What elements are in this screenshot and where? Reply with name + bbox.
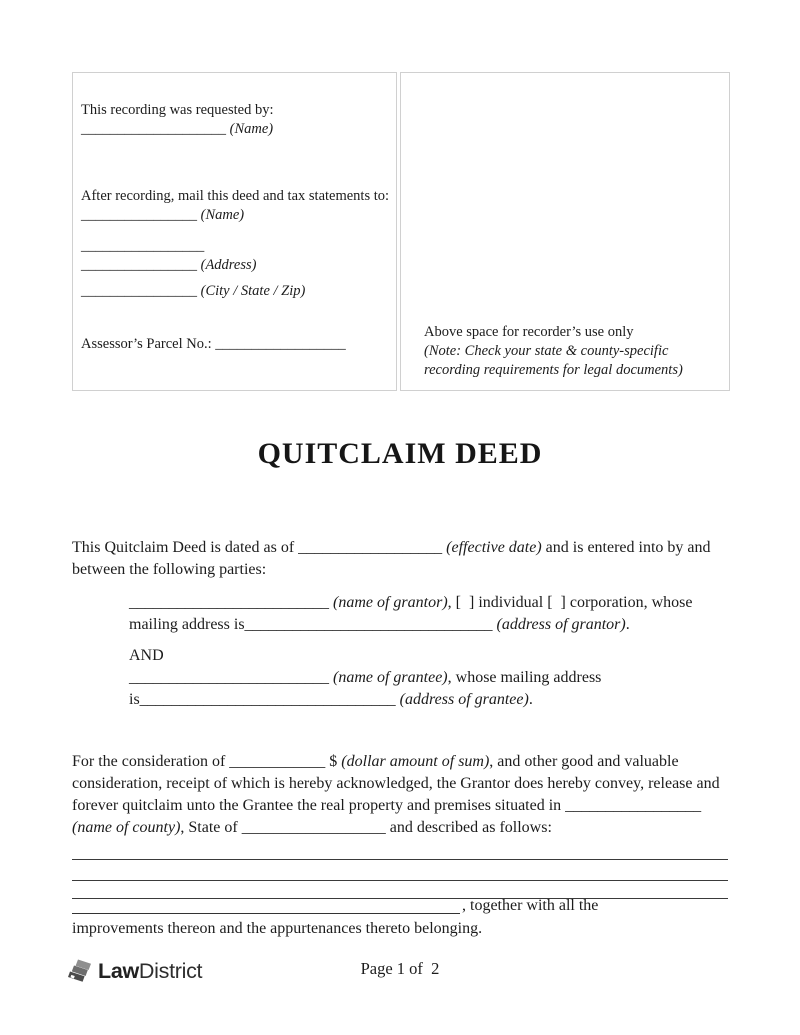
city-state-zip-blank: ________________ (City / State / Zip)	[81, 283, 306, 300]
mail-to-label: After recording, mail this deed and tax statements to:	[81, 188, 390, 205]
intro-paragraph: This Quitclaim Deed is dated as of __________________ (effective date) and is entered into by and between the following parties:	[72, 539, 715, 578]
address-blank: ________________ (Address)	[81, 256, 257, 273]
requested-by-name-blank: ____________________ (Name)	[81, 120, 274, 137]
together-text: , together with all the	[462, 897, 599, 914]
legal-description-line-1	[72, 839, 728, 860]
legal-description-line-2	[72, 860, 728, 881]
grantor-paragraph: _________________________ (name of grantor), [ ] individual [ ] corporation, whose mailing address is_______________________________ (address of grantor).	[129, 594, 697, 633]
and-label: AND	[129, 647, 164, 664]
grantee-section	[129, 645, 728, 711]
mail-to-name-blank: ________________ (Name)	[81, 206, 245, 223]
parcel-number-line: Assessor’s Parcel No.: __________________	[81, 335, 346, 352]
improvements-text: improvements thereon and the appurtenances thereto belonging.	[72, 920, 483, 937]
legal-description-line-3	[72, 881, 728, 899]
grantee-paragraph: _________________________ (name of grantee), whose mailing address is________________________________ (address of grantee).	[129, 669, 606, 708]
logo-text-law: Law	[98, 958, 139, 983]
document-body	[72, 537, 728, 940]
recorder-use-label: Above space for recorder’s use only	[424, 324, 634, 341]
requested-by-label: This recording was requested by:	[81, 102, 274, 118]
blank-address-line: _________________	[81, 238, 205, 255]
legal-description-blank	[72, 900, 460, 914]
consideration-paragraph: For the consideration of ____________ $ (dollar amount of sum), and other good and valuable consideration, receipt of which is hereby acknowledged, the Grantor does hereby convey, release and forever quitclaim unto the Grantee the real property and premises situated in _________________ (name of county), State of __________________ and described as follows:	[72, 753, 724, 836]
logo-text-district: District	[138, 958, 203, 983]
legal-description-section	[72, 839, 728, 940]
document-title: QUITCLAIM DEED	[257, 437, 543, 470]
recording-request-box	[72, 72, 397, 391]
legal-description-line-4	[72, 899, 728, 914]
recorder-use-note: (Note: Check your state & county-specific recording requirements for legal documents)	[424, 343, 683, 379]
recorder-use-box	[400, 72, 730, 391]
recording-header-boxes	[72, 72, 730, 391]
page-number: Page 1 of 2	[360, 959, 440, 978]
